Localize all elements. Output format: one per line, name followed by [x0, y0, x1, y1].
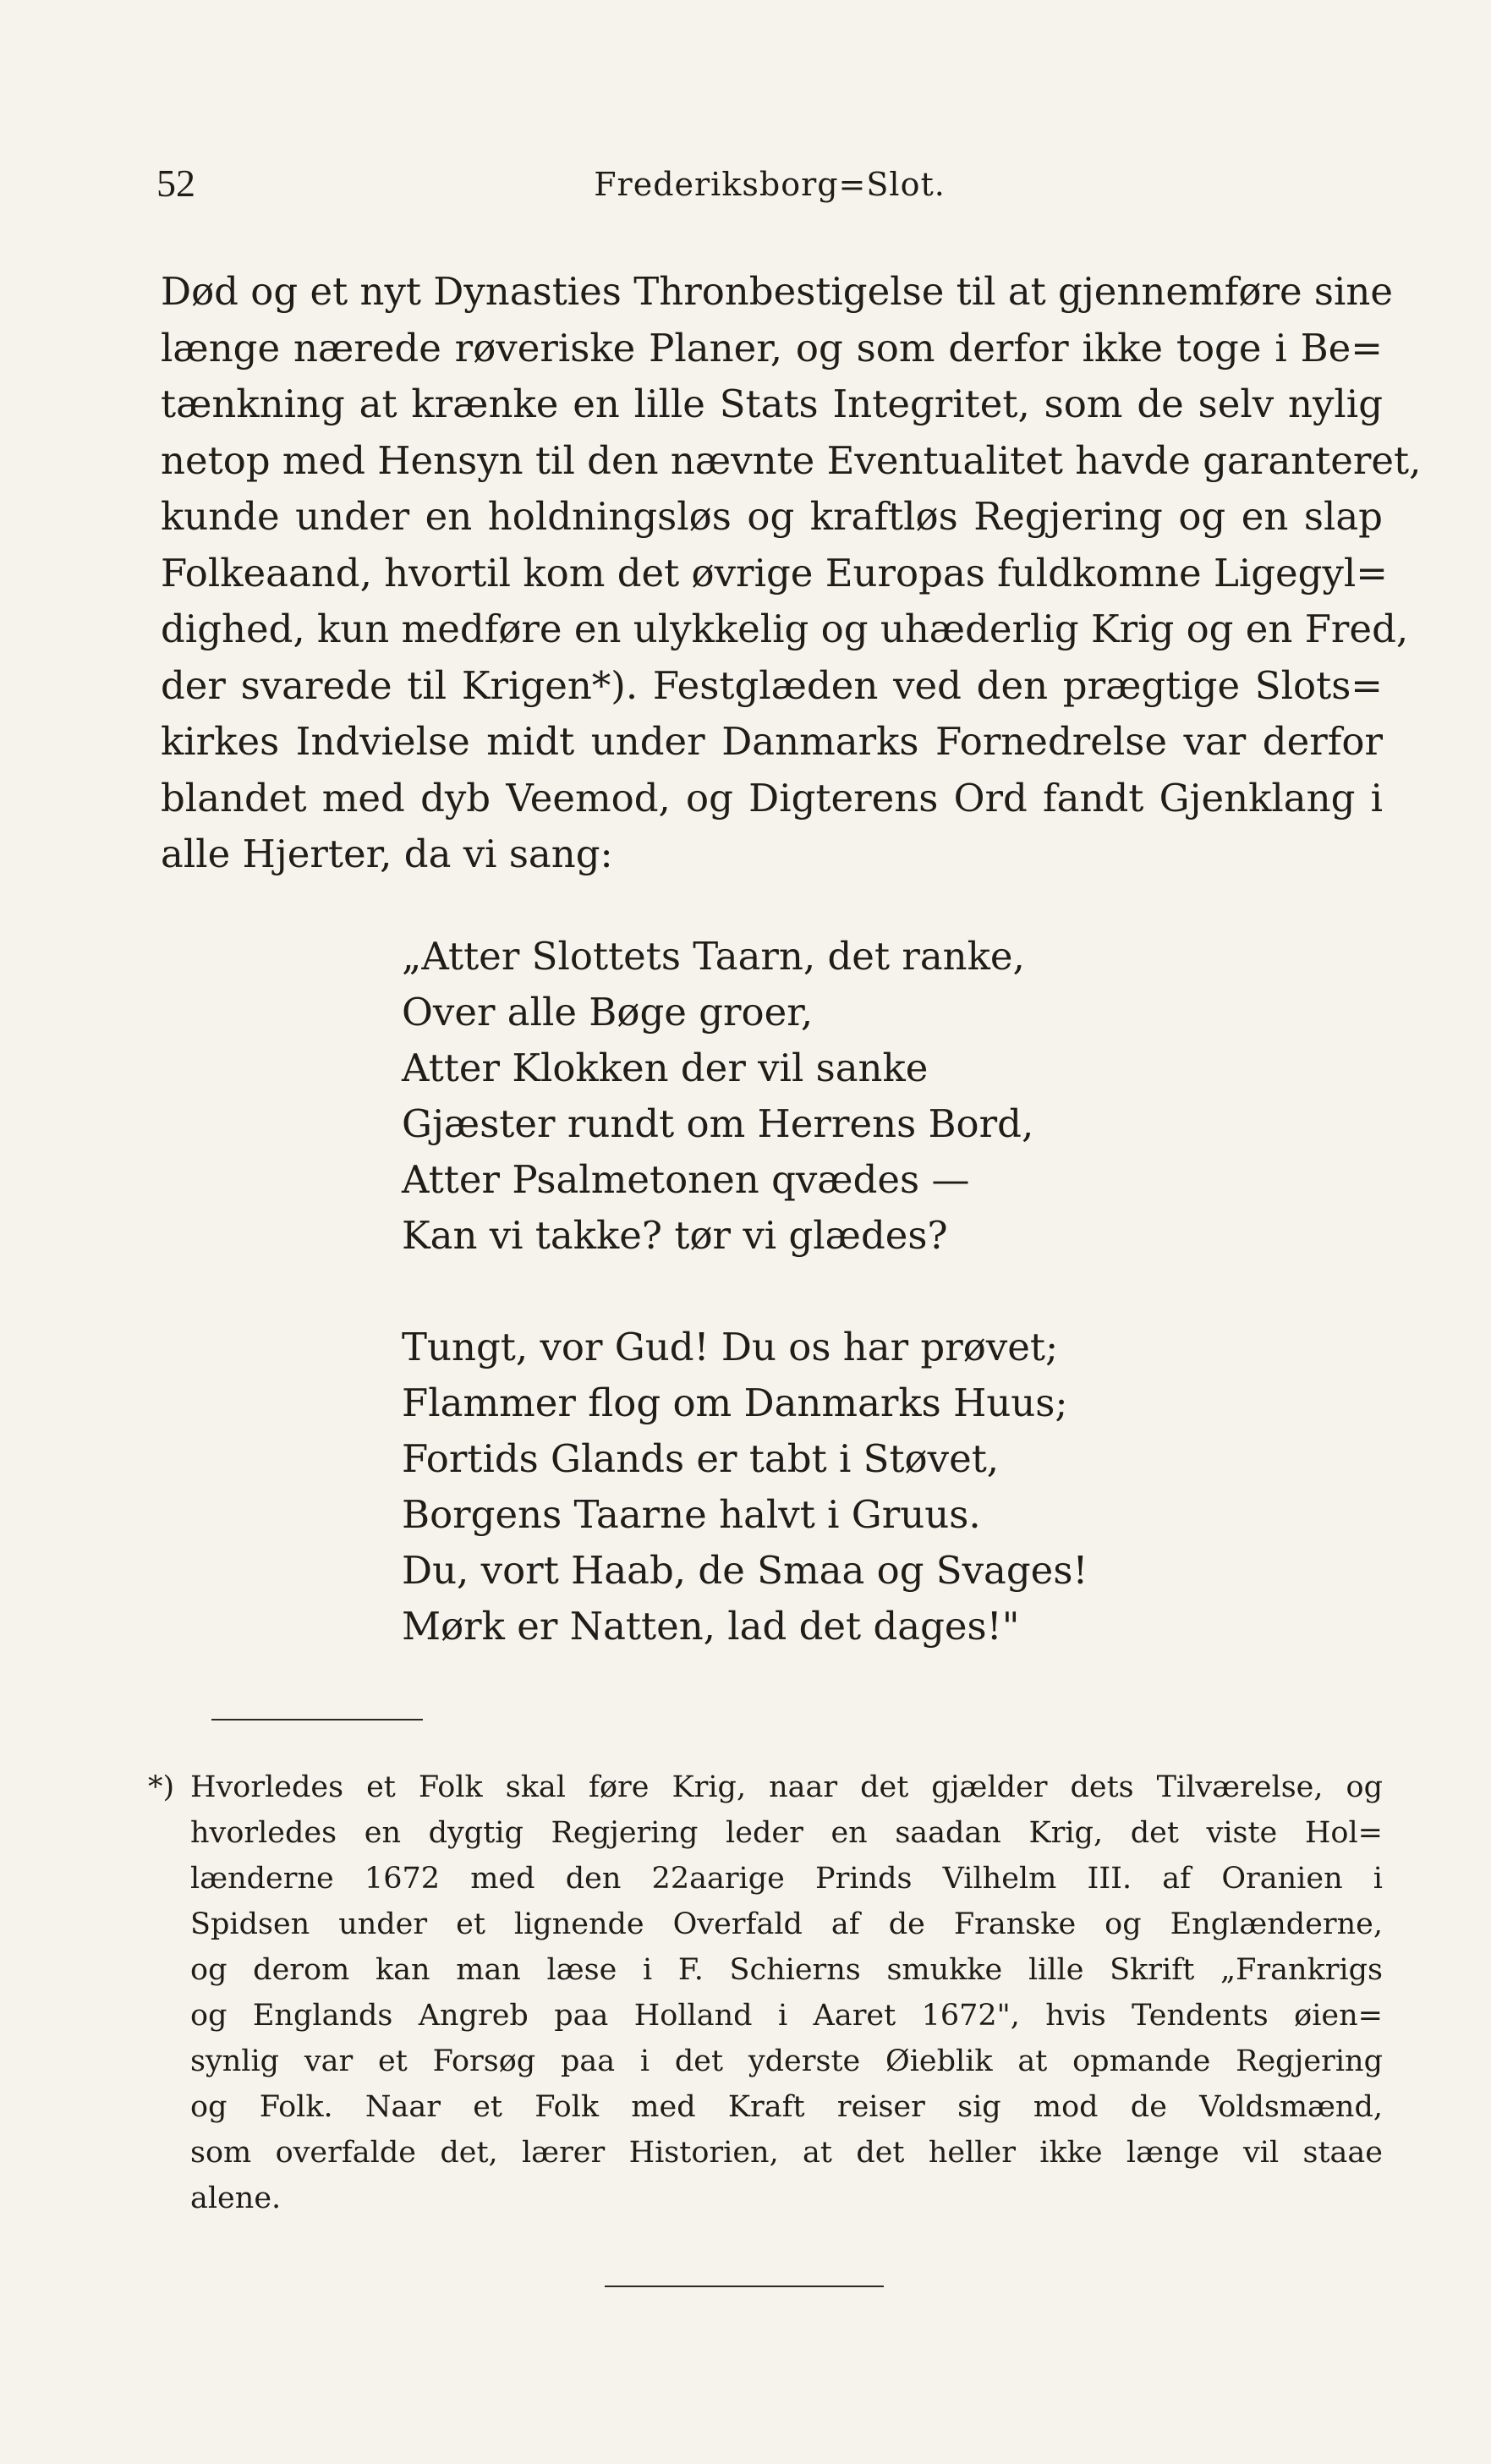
body-line: dighed, kun medføre en ulykkelig og uhæderlig Krig og en Fred,: [161, 606, 1409, 651]
footnote-line: [148, 1764, 1383, 1810]
verse-line: Gjæster rundt om Herrens Bord,: [402, 1101, 1034, 1146]
footnote-marker: *): [148, 1770, 175, 1804]
footnote-line: synlig var et Forsøg paa i det yderste Øieblik at opmande Regjering: [190, 2044, 1383, 2078]
verse-stanza-2: [402, 1320, 1247, 1655]
footnote-line: og Folk. Naar et Folk med Kraft reiser sig mod de Voldsmænd,: [190, 2090, 1383, 2124]
stanza-gap: [402, 1264, 1247, 1320]
verse-line: Atter Klokken der vil sanke: [402, 1045, 929, 1090]
verse-stanza-1: [402, 929, 1247, 1264]
body-line: netop med Hensyn til den nævnte Eventualitet havde garanteret,: [161, 437, 1422, 483]
verse-line: Borgens Taarne halvt i Gruus.: [402, 1492, 981, 1537]
footnote-line: og derom kan man læse i F. Schierns smukke lille Skrift „Frankrigs: [190, 1953, 1383, 1987]
footnote-line: og Englands Angreb paa Holland i Aaret 1672", hvis Tendents øien=: [190, 1999, 1383, 2033]
footnote-line: alene.: [190, 2181, 282, 2215]
end-rule: [605, 2286, 884, 2287]
body-line: der svarede til Krigen*). Festglæden ved den prægtige Slots=: [161, 662, 1383, 708]
body-line: blandet med dyb Veemod, og Digterens Ord fandt Gjenklang i: [161, 775, 1383, 820]
footnote-divider: [211, 1719, 423, 1720]
verse-line: Tungt, vor Gud! Du os har prøvet;: [402, 1325, 1059, 1369]
footnote: [148, 1764, 1383, 2221]
footnote-line: Spidsen under et lignende Overfald af de Franske og Englænderne,: [190, 1907, 1383, 1941]
verse-line: Fortids Glands er tabt i Støvet,: [402, 1436, 1000, 1481]
verse-line: Atter Psalmetonen qvædes —: [402, 1157, 970, 1202]
body-line: alle Hjerter, da vi sang:: [161, 831, 613, 876]
body-line: kirkes Indvielse midt under Danmarks Fornedrelse var derfor: [161, 719, 1383, 764]
footnote-line: lænderne 1672 med den 22aarige Prinds Vilhelm III. af Oranien i: [190, 1862, 1383, 1896]
page-header: [156, 161, 1383, 220]
footnote-line: som overfalde det, lærer Historien, at det heller ikke længe vil staae: [190, 2136, 1383, 2170]
body-line: Folkeaand, hvortil kom det øvrige Europas fuldkomne Ligegyl=: [161, 550, 1388, 595]
body-line: længe nærede røveriske Planer, og som derfor ikke toge i Be=: [161, 325, 1383, 370]
body-line: kunde under en holdningsløs og kraftløs Regjering og en slap: [161, 494, 1383, 539]
verse-line: Flammer flog om Danmarks Huus;: [402, 1380, 1068, 1425]
running-title: Frederiksborg=Slot.: [594, 166, 946, 203]
footnote-line: hvorledes en dygtig Regjering leder en saadan Krig, det viste Hol=: [190, 1816, 1383, 1850]
body-line: tænkning at krænke en lille Stats Integritet, som de selv nylig: [161, 381, 1383, 426]
verse-line: „Atter Slottets Taarn, det ranke,: [402, 934, 1025, 979]
verse-line: Du, vort Haab, de Smaa og Svages!: [402, 1548, 1088, 1593]
footnote-line-text: Hvorledes et Folk skal føre Krig, naar det gjælder dets Tilværelse, og: [190, 1770, 1383, 1804]
hymn-verse: [402, 929, 1247, 1655]
body-paragraph: [161, 264, 1422, 883]
page-number: 52: [156, 162, 195, 205]
verse-line: Mørk er Natten, lad det dages!": [402, 1604, 1020, 1649]
body-line: Død og et nyt Dynasties Thronbestigelse til at gjennemføre sine: [161, 269, 1393, 314]
verse-line: Over alle Bøge groer,: [402, 990, 814, 1034]
verse-line: Kan vi takke? tør vi glædes?: [402, 1213, 948, 1258]
